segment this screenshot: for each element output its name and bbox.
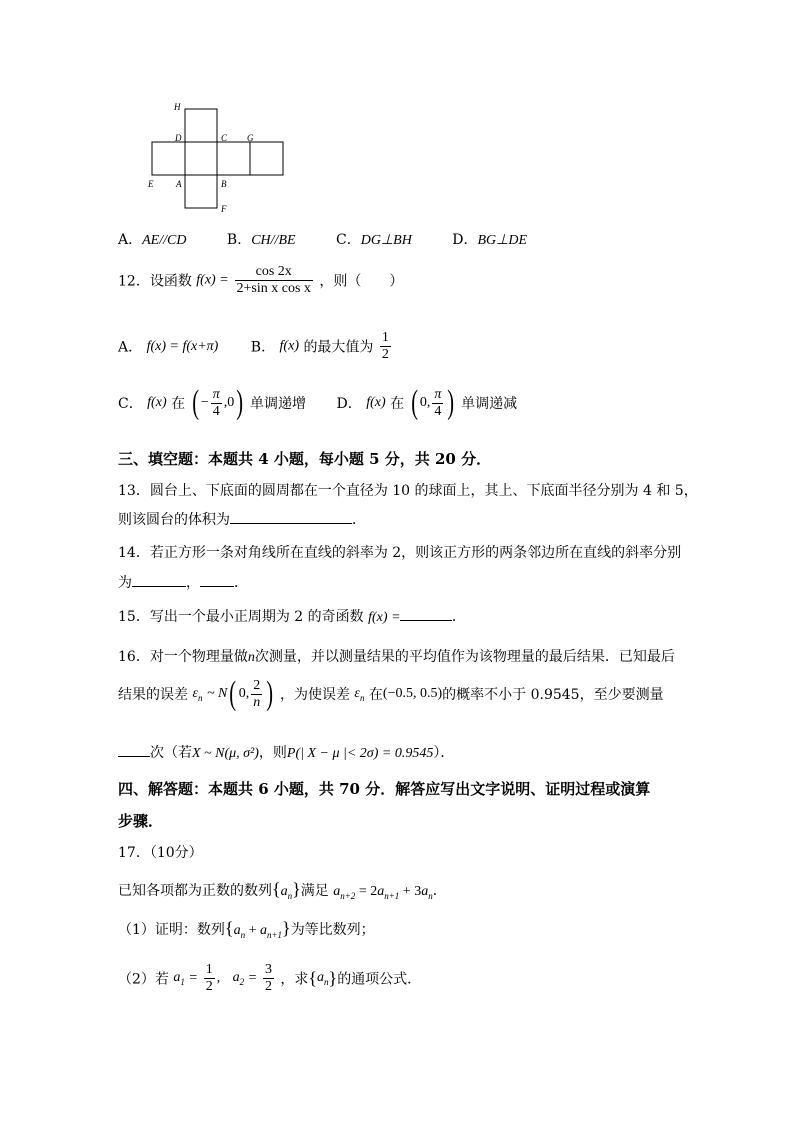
label-b: B	[221, 179, 227, 189]
q17-stem	[118, 879, 447, 901]
brace-right: }	[292, 879, 301, 899]
q12-options-cd	[118, 386, 517, 420]
q16-line3-mid: ，则	[258, 745, 287, 761]
q12-option-b-text: 的最大值为	[303, 339, 374, 356]
q16-frac-num: 2	[253, 677, 261, 693]
q17-part1-post: 为等比数列；	[290, 922, 375, 938]
label-e: E	[148, 179, 154, 189]
q17-part1-pre: （1）证明：数列	[118, 922, 225, 938]
epsilon-symbol	[192, 686, 202, 701]
epsilon: ε	[192, 685, 198, 701]
q16-line2	[118, 677, 664, 711]
q12-tail: ，则（ ）	[319, 273, 404, 290]
q15-text: 15．写出一个最小正周期为 2 的奇函数	[118, 609, 364, 625]
q17-part2-mid: ，求	[280, 971, 309, 988]
seq-a: a	[280, 884, 288, 899]
q17-part2	[118, 962, 421, 995]
q16-n: n	[247, 650, 255, 665]
right-paren: )	[266, 675, 274, 712]
equals: =	[189, 970, 198, 986]
brace-right: }	[282, 918, 291, 938]
epsilon-sub: n	[359, 692, 365, 703]
net-face-bottom	[185, 175, 217, 208]
brace-right: }	[328, 968, 338, 988]
option-a-text: AE//CD	[142, 233, 187, 248]
q17-stem-pre: 已知各项都为正数的数列	[118, 883, 272, 899]
section-3-heading: 三、填空题：本题共 4 小题，每小题 5 分，共 20 分．	[118, 450, 492, 468]
q12-option-c-end: ,0	[223, 395, 235, 410]
a2: $a_2$	[232, 970, 245, 987]
q12-option-c-in: 在	[171, 396, 186, 412]
a2-den: 2	[264, 979, 272, 994]
option-b-label: B．	[226, 232, 252, 248]
q16-line2-in: 在	[368, 687, 383, 703]
seq-sum: $a_n + a_{n+1}$	[233, 923, 283, 940]
q11-options	[118, 229, 527, 249]
net-face-top	[185, 109, 217, 142]
q12-option-c-fx: f(x)	[147, 395, 167, 410]
q12-option-d-fraction	[432, 387, 443, 420]
q16-line1-post: 次测量，并以测量结果的平均值作为该物理量的最后结果．已知最后	[254, 649, 675, 665]
a1: $a_1$	[173, 970, 185, 987]
option-c-text: DG⊥BH	[360, 233, 412, 248]
label-d: D	[175, 133, 182, 143]
net-face-left	[152, 142, 185, 175]
q12-option-c-label: C．	[118, 396, 143, 412]
q12-denominator: 2+sin x cos x	[236, 281, 311, 296]
q12-b-den: 2	[381, 347, 389, 362]
equals: =	[248, 970, 257, 986]
option-d-label: D．	[452, 232, 478, 248]
q12-option-d-label: D．	[336, 396, 362, 412]
q16-zero: 0,	[238, 686, 250, 701]
net-face-right2	[250, 142, 283, 175]
option-c-label: C．	[336, 232, 361, 248]
q17-stem-mid: 满足	[300, 883, 329, 899]
answer-blank[interactable]	[230, 509, 352, 524]
q12-d-num: π	[434, 386, 442, 402]
a1-den: 2	[205, 979, 213, 994]
q16-frac-den: n	[253, 694, 261, 710]
label-h: H	[174, 102, 181, 112]
q17-part2-post: 的通项公式．	[337, 971, 422, 988]
q15	[118, 606, 466, 626]
a1-num: 1	[205, 962, 213, 977]
q16-line2-pre: 结果的误差	[118, 687, 188, 703]
q12-fx: f(x)	[196, 272, 216, 288]
q12-d-den: 4	[432, 403, 443, 420]
q14-line2-text: 为	[118, 575, 132, 591]
seq-sub: n	[287, 890, 293, 901]
q12-option-d-in: 在	[390, 396, 405, 412]
q16-line3-post: ）．	[433, 745, 455, 761]
net-face-center	[185, 142, 217, 175]
epsilon: ε	[354, 685, 360, 701]
q16-line2-mid: ，为使误差	[279, 687, 350, 703]
q16-interval: (−0.5, 0.5)	[382, 686, 443, 701]
q12-option-b-fraction	[380, 330, 391, 363]
left-paren: (	[191, 384, 199, 421]
q17-part2-pre: （2）若	[118, 971, 169, 988]
q16-line3-pre: 次（若	[150, 745, 192, 761]
a2-num: 3	[264, 962, 272, 977]
q12-option-b-fx: f(x)	[279, 338, 299, 354]
cube-net-figure	[140, 100, 300, 220]
cube-net-svg	[140, 100, 300, 220]
q12-options-ab	[118, 330, 393, 363]
q14-line2	[118, 572, 248, 592]
right-paren: )	[236, 384, 244, 421]
q13-period: ．	[352, 512, 366, 528]
q14-comma: ，	[186, 575, 200, 591]
q13-line1: 13．圆台上、下底面的圆周都在一个直径为 10 的球面上，其上、下底面半径分别为 4 和 5，	[118, 483, 698, 499]
q12-option-d-fx: f(x)	[366, 395, 386, 410]
option-d-text: BG⊥DE	[477, 233, 528, 248]
q12-option-d-start: 0,	[419, 395, 431, 410]
seq-an: $a_n$	[317, 970, 329, 987]
q12-option-a-label: A．	[118, 339, 143, 356]
option-a-label: A．	[118, 232, 143, 248]
q12-option-c-text: 单调递增	[250, 396, 307, 412]
label-a: A	[176, 179, 182, 189]
q14-period: ．	[234, 575, 248, 591]
q15-fx: f(x)	[368, 610, 388, 625]
q12-prefix: 12．设函数	[118, 273, 192, 290]
q12-option-c-fraction	[211, 387, 222, 420]
answer-blank[interactable]	[200, 572, 234, 587]
q15-equals: =	[391, 610, 400, 625]
q12-fraction	[235, 264, 313, 297]
q16-fraction	[251, 678, 262, 711]
q17-part1	[118, 918, 375, 940]
brace-left: {	[308, 968, 318, 988]
brace-left: {	[224, 918, 234, 938]
q15-period: ．	[451, 609, 466, 625]
answer-blank[interactable]	[118, 742, 150, 757]
epsilon-sub: n	[197, 692, 203, 703]
q12-c-den: 4	[211, 403, 222, 420]
q16-line1-pre: 16．对一个物理量做	[118, 649, 248, 665]
q16-dist: ~ N	[206, 686, 228, 701]
left-paren: (	[229, 675, 237, 712]
q17-recurrence: $a_{n+2} = 2a_{n+1} + 3a_n$	[333, 884, 433, 901]
label-g: G	[247, 133, 254, 143]
minus-sign: −	[200, 395, 209, 410]
brace-left: {	[272, 879, 281, 899]
right-paren: )	[447, 384, 455, 421]
comma: ,	[216, 970, 221, 986]
q12-c-num: π	[212, 386, 220, 402]
q16-line1	[118, 646, 675, 666]
q12-b-num: 1	[381, 330, 389, 345]
a1-fraction	[204, 962, 215, 995]
answer-blank[interactable]	[400, 606, 452, 621]
epsilon-symbol	[354, 686, 364, 701]
q12-option-a-text: f(x) = f(x+π)	[146, 338, 219, 354]
q14-line1: 14．若正方形一条对角线所在直线的斜率为 2，则该正方形的两条邻边所在直线的斜率分别	[118, 545, 682, 561]
q13-line2-text: 则该圆台的体积为	[118, 512, 230, 528]
seq-an	[281, 884, 293, 899]
a2-fraction	[263, 962, 274, 995]
answer-blank[interactable]	[132, 572, 186, 587]
label-f: F	[221, 204, 227, 214]
q12-numerator: cos 2x	[255, 264, 292, 279]
q16-line3	[118, 742, 454, 762]
left-paren: (	[410, 384, 418, 421]
q13-line2	[118, 509, 366, 529]
section-4-heading-line2: 步骤．	[118, 812, 164, 830]
q16-normal-dist: X ~ N(μ, σ²)	[192, 746, 259, 761]
q12-stem	[118, 264, 403, 297]
q17-stem-post: ．	[432, 883, 447, 899]
net-face-right1	[217, 142, 250, 175]
label-c: C	[221, 133, 228, 143]
section-4-heading-line1: 四、解答题：本题共 6 小题，共 70 分．解答应写出文字说明、证明过程或演算	[118, 780, 651, 798]
q12-equals: =	[220, 272, 229, 288]
q16-probability: P(| X − μ |< 2σ) = 0.9545	[286, 746, 434, 761]
q12-option-d-text: 单调递减	[461, 396, 518, 412]
q12-option-b-label: B．	[250, 339, 276, 356]
option-b-text: CH//BE	[251, 233, 296, 248]
q16-line2-post: 的概率不小于 0.9545，至少要测量	[442, 687, 664, 703]
q17-title: 17．（10分）	[118, 845, 203, 861]
